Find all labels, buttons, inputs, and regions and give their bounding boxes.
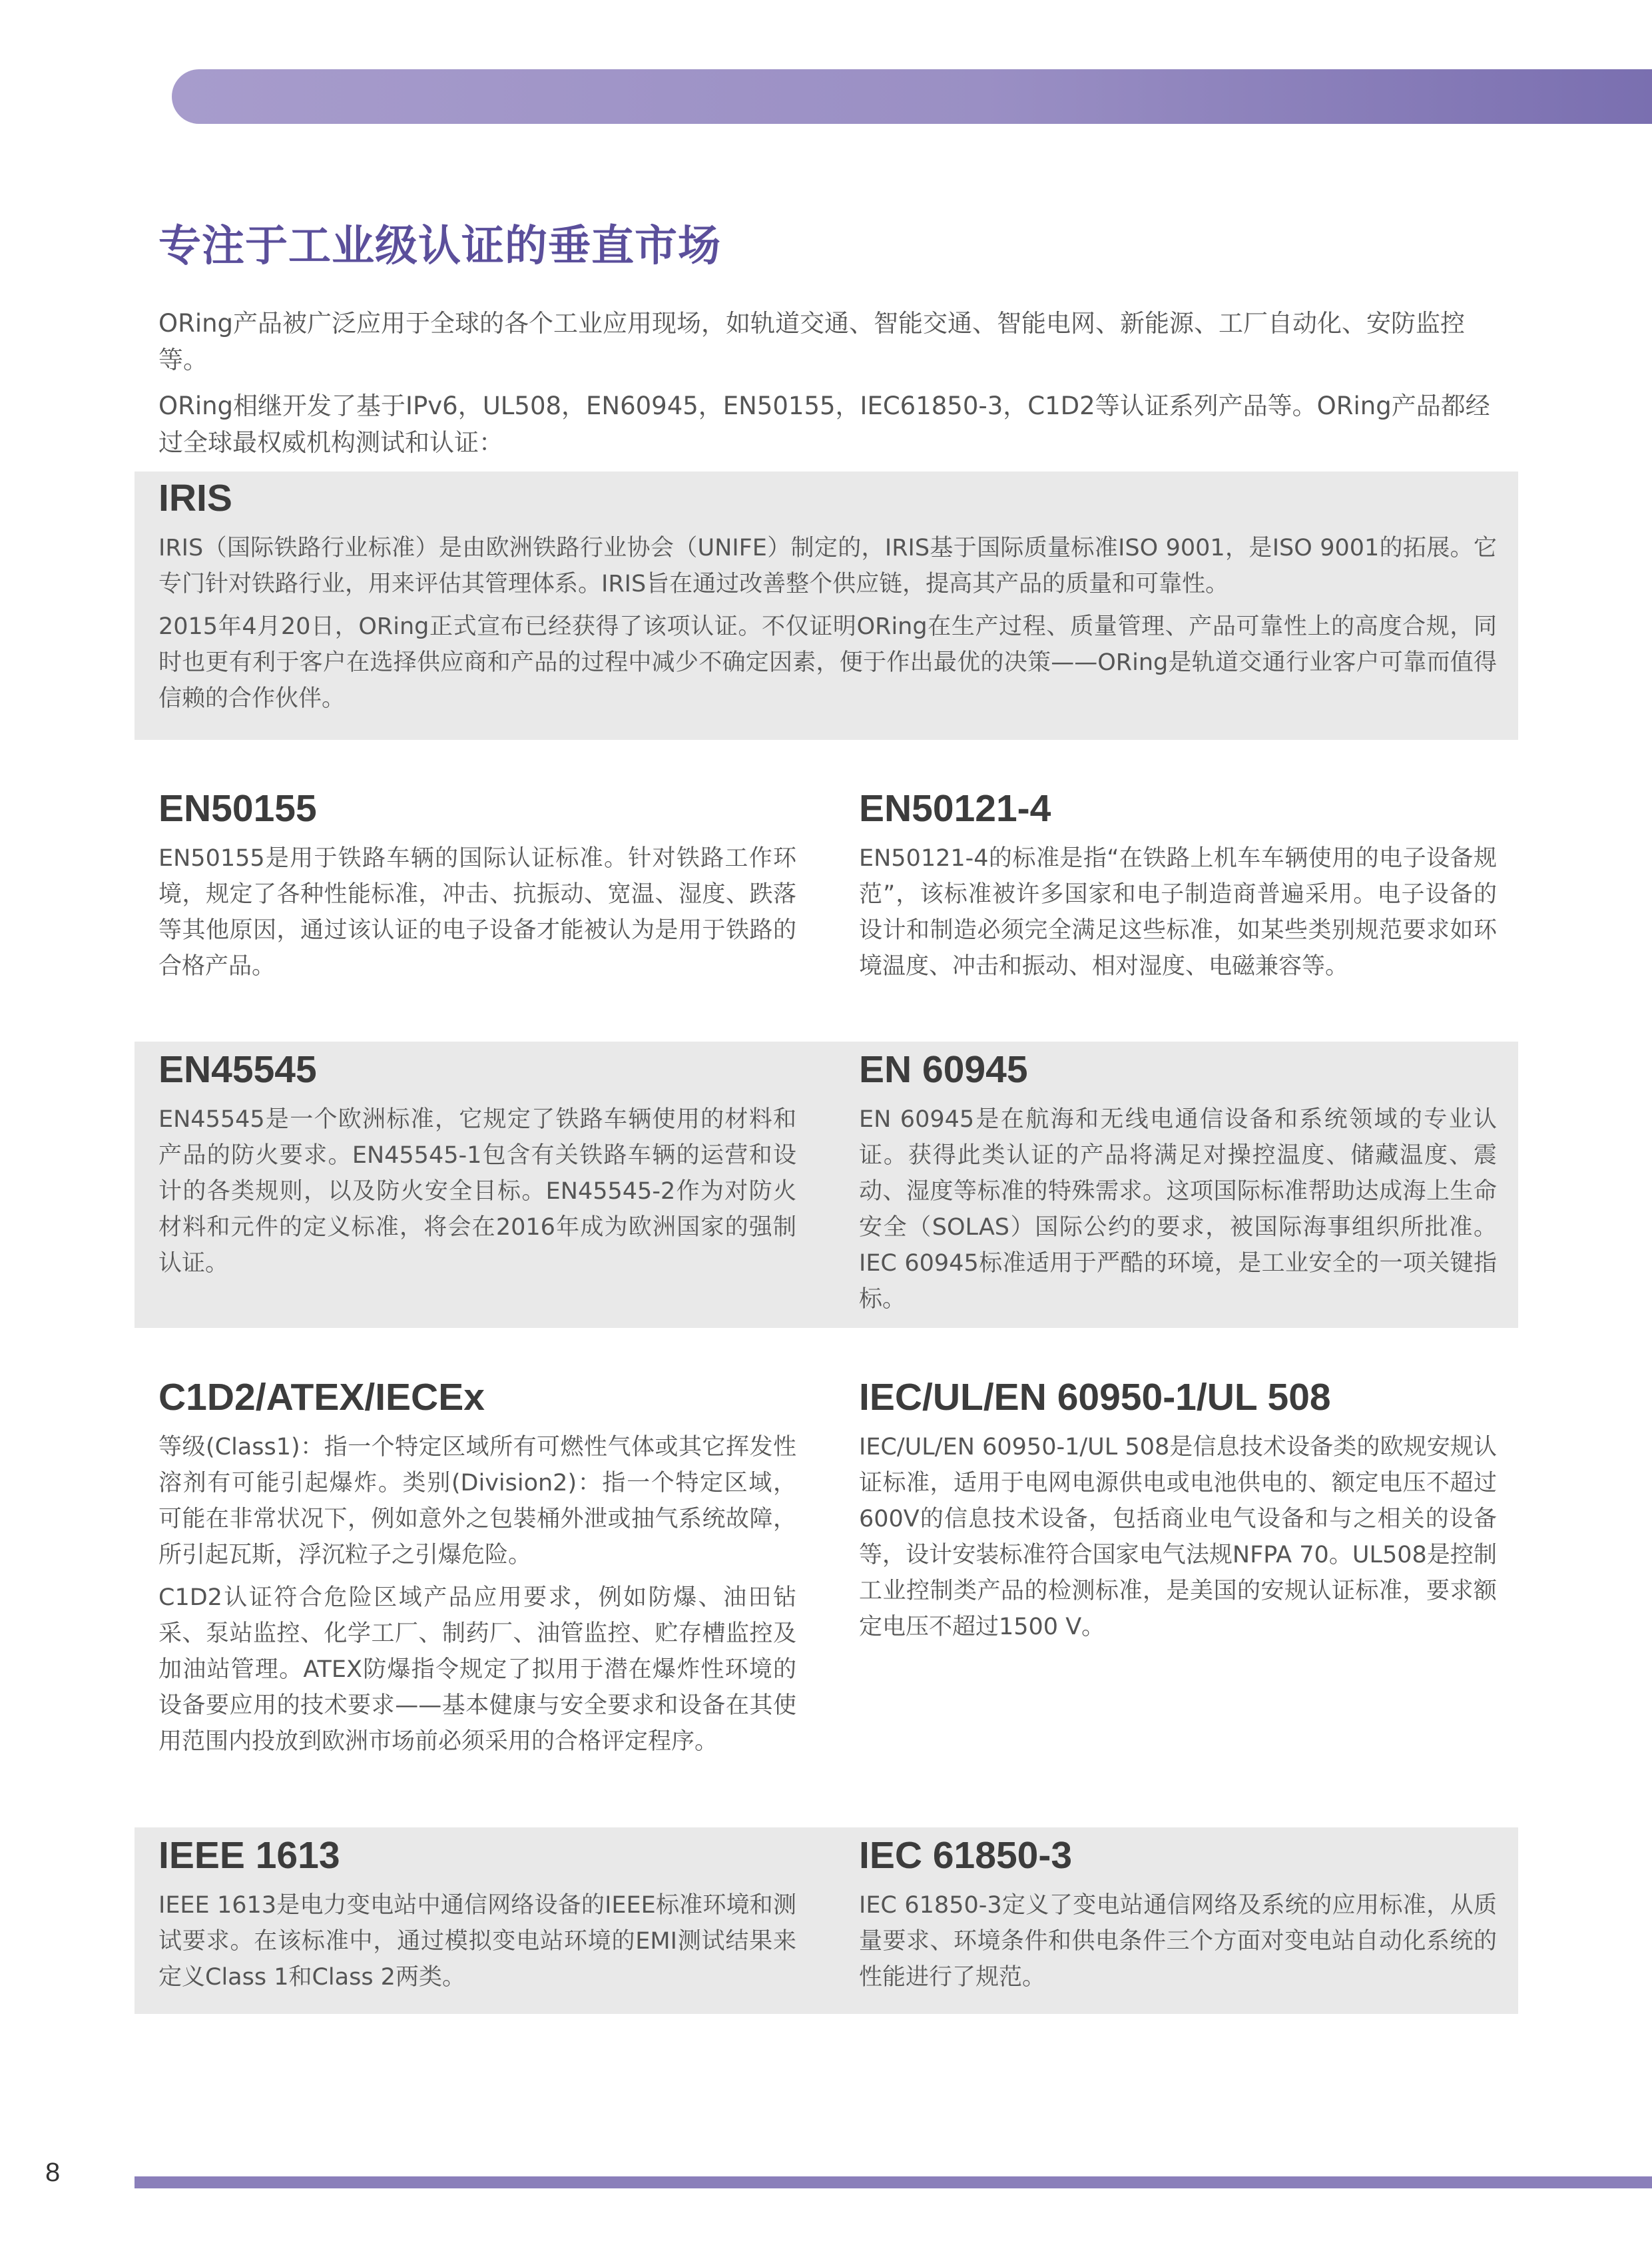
en60945-section	[859, 1046, 1497, 1324]
iris-section	[158, 474, 1497, 723]
iris-paragraph-2: 2015年4月20日，ORing正式宣布已经获得了该项认证。不仅证明ORing在生产过程、质量管理、产品可靠性上的高度合规，同时也更有利于客户在选择供应商和产品的过程中减少不确定因素，便于作出最优的决策——ORing是轨道交通行业客户可靠而值得信赖的合作伙伴。	[158, 613, 1497, 712]
iris-paragraph-1: IRIS（国际铁路行业标准）是由欧洲铁路行业协会（UNIFE）制定的，IRIS基于国际质量标准ISO 9001，是ISO 9001的拓展。它专门针对铁路行业，用来评估其管理体系。IRIS旨在通过改善整个供应链，提高其产品的质量和可靠性。	[158, 535, 1497, 597]
iec60950-section	[859, 1373, 1497, 1652]
c1d2-paragraph-2: C1D2认证符合危险区域产品应用要求，例如防爆、油田钻采、泵站监控、化学工厂、制药厂、油管监控、贮存槽监控及加油站管理。ATEX防爆指令规定了拟用于潜在爆炸性环境的设备要应用的技术要求——基本健康与安全要求和设备在其使用范围内投放到欧洲市场前必须采用的合格评定程序。	[158, 1584, 796, 1755]
iec60950-paragraph: IEC/UL/EN 60950-1/UL 508是信息技术设备类的欧规安规认证标准，适用于电网电源供电或电池供电的、额定电压不超过600V的信息技术设备，包括商业电气设备和与之相关的设备等，设计安装标准符合国家电气法规NFPA 70。UL508是控制工业控制类产品的检测标准，是美国的安规认证标准，要求额定电压不超过1500 V。	[859, 1434, 1497, 1640]
en50155-title: EN50155	[158, 787, 317, 830]
en50121-section	[859, 785, 1497, 991]
ieee1613-paragraph: IEEE 1613是电力变电站中通信网络设备的IEEE标准环境和测试要求。在该标准中，通过模拟变电站环境的EMI测试结果来定义Class 1和Class 2两类。	[158, 1892, 796, 1991]
en45545-section	[158, 1046, 796, 1288]
en60945-paragraph: EN 60945是在航海和无线电通信设备和系统领域的专业认证。获得此类认证的产品将满足对操控温度、储藏温度、震动、湿度等标准的特殊需求。这项国际标准帮助达成海上生命安全（SOLAS）国际公约的要求，被国际海事组织所批准。IEC 60945标准适用于严酷的环境，是工业安全的一项关键指标。	[859, 1106, 1497, 1313]
en60945-title: EN 60945	[859, 1048, 1028, 1091]
iec61850-title: IEC 61850-3	[859, 1834, 1073, 1877]
intro-paragraph-1: ORing产品被广泛应用于全球的各个工业应用现场，如轨道交通、智能交通、智能电网、新能源、工厂自动化、安防监控等。	[158, 309, 1466, 374]
ieee1613-section	[158, 1831, 796, 2002]
header-band	[172, 69, 1652, 124]
en45545-paragraph: EN45545是一个欧洲标准，它规定了铁路车辆使用的材料和产品的防火要求。EN45545-1包含有关铁路车辆的运营和设计的各类规则，以及防火安全目标。EN45545-2作为对防火材料和元件的定义标准，将会在2016年成为欧洲国家的强制认证。	[158, 1106, 796, 1277]
iec60950-title: IEC/UL/EN 60950-1/UL 508	[859, 1376, 1331, 1419]
ieee1613-title: IEEE 1613	[158, 1834, 340, 1877]
intro-paragraph-2: ORing相继开发了基于IPv6，UL508，EN60945，EN50155，IEC61850-3，C1D2等认证系列产品等。ORing产品都经过全球最权威机构测试和认证：	[158, 392, 1490, 457]
c1d2-title: C1D2/ATEX/IECEx	[158, 1376, 485, 1419]
iec61850-paragraph: IEC 61850-3定义了变电站通信网络及系统的应用标准，从质量要求、环境条件和供电条件三个方面对变电站自动化系统的性能进行了规范。	[859, 1892, 1497, 1991]
page-title: 专注于工业级认证的垂直市场	[158, 222, 721, 271]
en50121-paragraph: EN50121-4的标准是指“在铁路上机车车辆使用的电子设备规范”，该标准被许多国家和电子制造商普遍采用。电子设备的设计和制造必须完全满足这些标准，如某些类别规范要求如环境温度、冲击和振动、相对湿度、电磁兼容等。	[859, 845, 1497, 980]
en50121-title: EN50121-4	[859, 787, 1051, 830]
en50155-section	[158, 785, 796, 991]
en50155-paragraph: EN50155是用于铁路车辆的国际认证标准。针对铁路工作环境，规定了各种性能标准，冲击、抗振动、宽温、湿度、跌落等其他原因，通过该认证的电子设备才能被认为是用于铁路的合格产品。	[158, 845, 796, 980]
page-number: 8	[45, 2158, 61, 2187]
c1d2-paragraph-1: 等级(Class1)：指一个特定区域所有可燃性气体或其它挥发性溶剂有可能引起爆炸。类别(Division2)：指一个特定区域，可能在非常状况下，例如意外之包裝桶外泄或抽气系统故障，所引起瓦斯，浮沉粒子之引爆危险。	[158, 1434, 796, 1568]
c1d2-section	[158, 1373, 796, 1766]
intro-text	[158, 305, 1497, 470]
iris-title: IRIS	[158, 477, 232, 519]
footer-band	[135, 2176, 1652, 2188]
en45545-title: EN45545	[158, 1048, 317, 1091]
iec61850-section	[859, 1831, 1497, 2002]
